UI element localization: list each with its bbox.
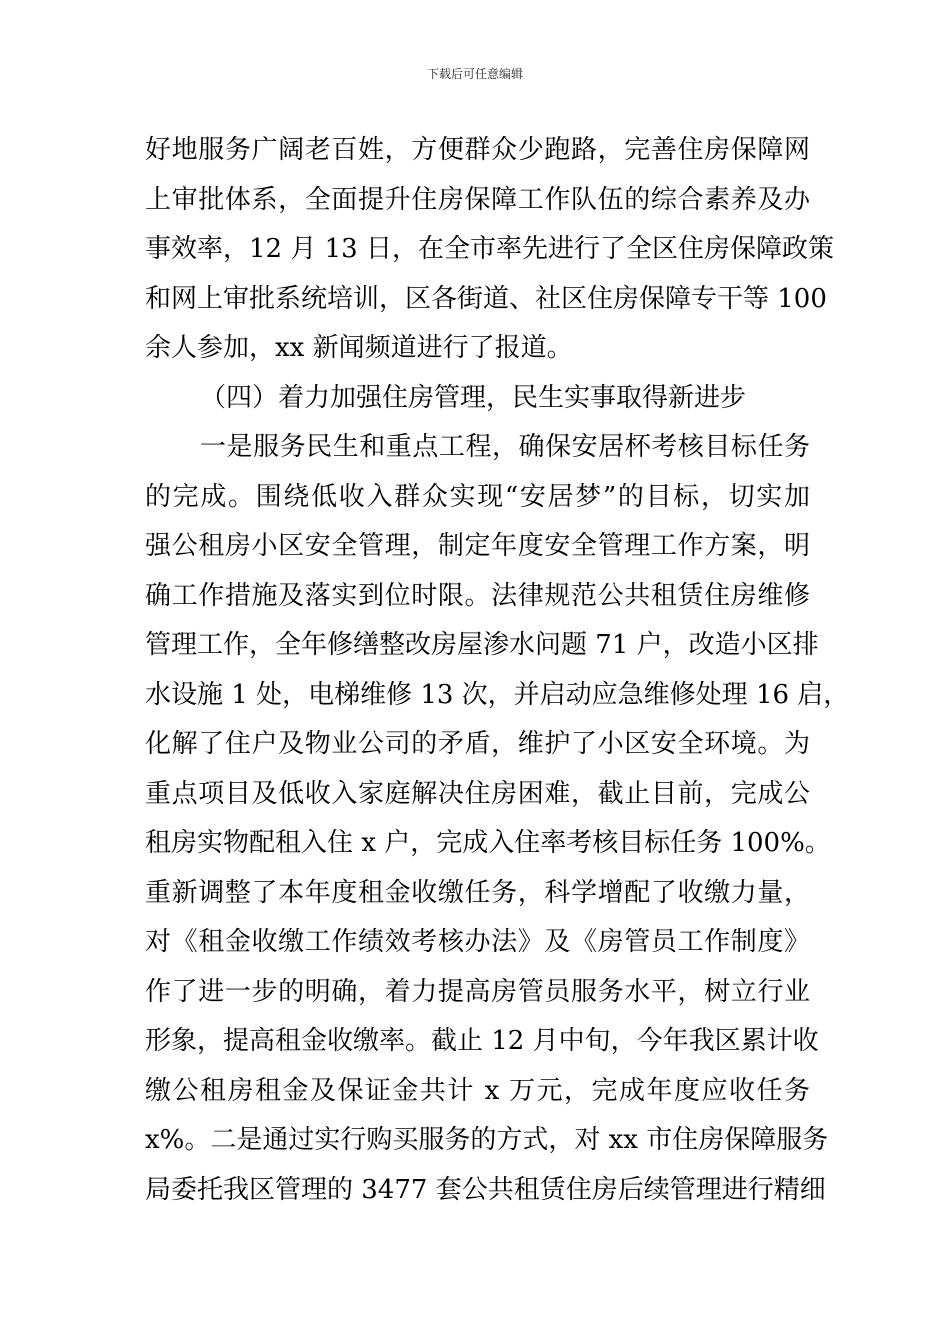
body-line: 确工作措施及落实到位时限。法律规范公共租赁住房维修	[145, 580, 810, 611]
body-line: 和网上审批系统培训，区各街道、社区住房保障专干等 100	[145, 283, 827, 314]
body-line: 化解了住户及物业公司的矛盾，维护了小区安全环境。为	[145, 729, 810, 759]
body-line: 好地服务广阔老百姓，方便群众少跑路，完善住房保障网	[145, 135, 810, 165]
body-line: 形象，提高租金收缴率。截止 12 月中旬，今年我区累计收	[145, 1026, 819, 1056]
body-line: 管理工作，全年修缮整改房屋渗水问题 71 户，改造小区排	[145, 630, 819, 660]
body-line: 重点项目及低收入家庭解决住房困难，截止目前，完成公	[145, 778, 810, 809]
body-line: 余人参加，xx 新闻频道进行了报道。	[145, 333, 573, 363]
section-heading: （四）着力加强住房管理，民生实事取得新进步	[200, 382, 747, 413]
body-line: 对《租金收缴工作绩效考核办法》及《房管员工作制度》	[145, 927, 810, 957]
page-header: 下载后可任意编辑	[426, 67, 523, 81]
body-line: 租房实物配租入住 x 户，完成入住率考核目标任务 100%。	[145, 828, 831, 858]
body-line: 的完成。围绕低收入群众实现“安居梦”的目标，切实加	[145, 481, 810, 512]
body-line: 作了进一步的明确，着力提高房管员服务水平，树立行业	[145, 976, 810, 1007]
body-line: x%。二是通过实行购买服务的方式，对 xx 市住房保障服务	[145, 1125, 829, 1155]
body-line: 缴公租房租金及保证金共计 x 万元，完成年度应收任务	[145, 1075, 810, 1106]
body-line: 强公租房小区安全管理，制定年度安全管理工作方案，明	[145, 531, 810, 561]
document-body	[145, 126, 850, 1215]
body-line: 水设施 1 处，电梯维修 13 次，并启动应急维修处理 16 启，	[145, 679, 850, 710]
paragraph-first-line: 一是服务民生和重点工程，确保安居杯考核目标任务	[200, 432, 810, 462]
body-line: 重新调整了本年度租金收缴任务，科学增配了收缴力量，	[145, 877, 810, 908]
body-line: 上审批体系，全面提升住房保障工作队伍的综合素养及办	[145, 184, 810, 215]
body-line: 局委托我区管理的 3477 套公共租赁住房后续管理进行精细	[145, 1174, 826, 1205]
body-line: 事效率，12 月 13 日，在全市率先进行了全区住房保障政策	[145, 234, 834, 264]
